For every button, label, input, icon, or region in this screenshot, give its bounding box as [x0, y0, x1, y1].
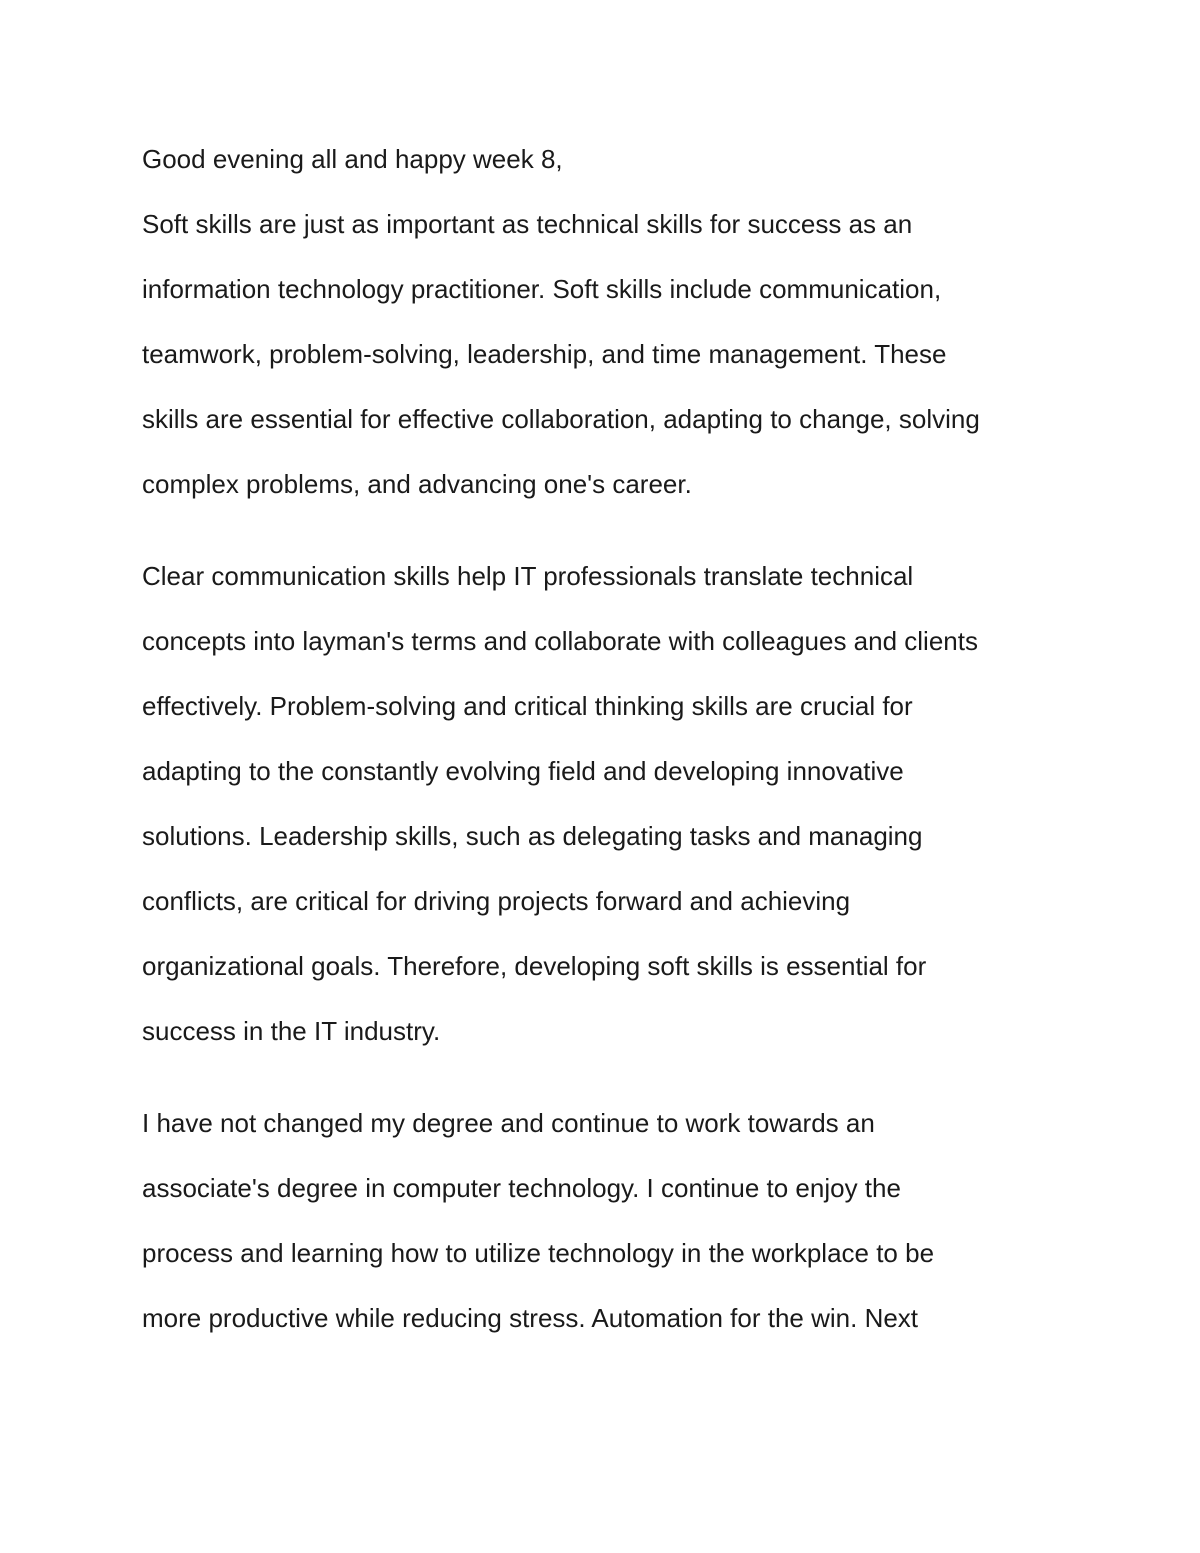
paragraph-line: teamwork, problem-solving, leadership, and time management. These [142, 339, 947, 369]
paragraph-line: complex problems, and advancing one's career. [142, 469, 692, 499]
document-body [142, 140, 1082, 1364]
paragraph-line: I have not changed my degree and continue to work towards an [142, 1108, 875, 1138]
paragraph-line: organizational goals. Therefore, developing soft skills is essential for [142, 951, 927, 981]
paragraph-line: Soft skills are just as important as technical skills for success as an [142, 209, 913, 239]
paragraph-line: success in the IT industry. [142, 1016, 441, 1046]
paragraph-line: adapting to the constantly evolving field and developing innovative [142, 756, 904, 786]
paragraph-line: concepts into layman's terms and collaborate with colleagues and clients [142, 626, 978, 656]
paragraph-gap [142, 1077, 1082, 1104]
paragraph-line: more productive while reducing stress. Automation for the win. Next [142, 1303, 919, 1333]
paragraph-line: solutions. Leadership skills, such as delegating tasks and managing [142, 821, 923, 851]
paragraph-line: information technology practitioner. Soft skills include communication, [142, 274, 942, 304]
greeting-line: Good evening all and happy week 8, [142, 144, 563, 174]
paragraph-line: process and learning how to utilize technology in the workplace to be [142, 1238, 935, 1268]
paragraph-line: Clear communication skills help IT professionals translate technical [142, 561, 914, 591]
paragraph-communication [142, 557, 1082, 1077]
paragraph-gap [142, 530, 1082, 557]
paragraph-line: skills are essential for effective collaboration, adapting to change, solving [142, 404, 980, 434]
paragraph-line: conflicts, are critical for driving projects forward and achieving [142, 886, 851, 916]
paragraph-line: effectively. Problem-solving and critical thinking skills are crucial for [142, 691, 913, 721]
paragraph-line: associate's degree in computer technology. I continue to enjoy the [142, 1173, 901, 1203]
greeting-paragraph [142, 140, 1082, 205]
paragraph-soft-skills [142, 205, 1082, 530]
paragraph-degree [142, 1104, 1082, 1364]
